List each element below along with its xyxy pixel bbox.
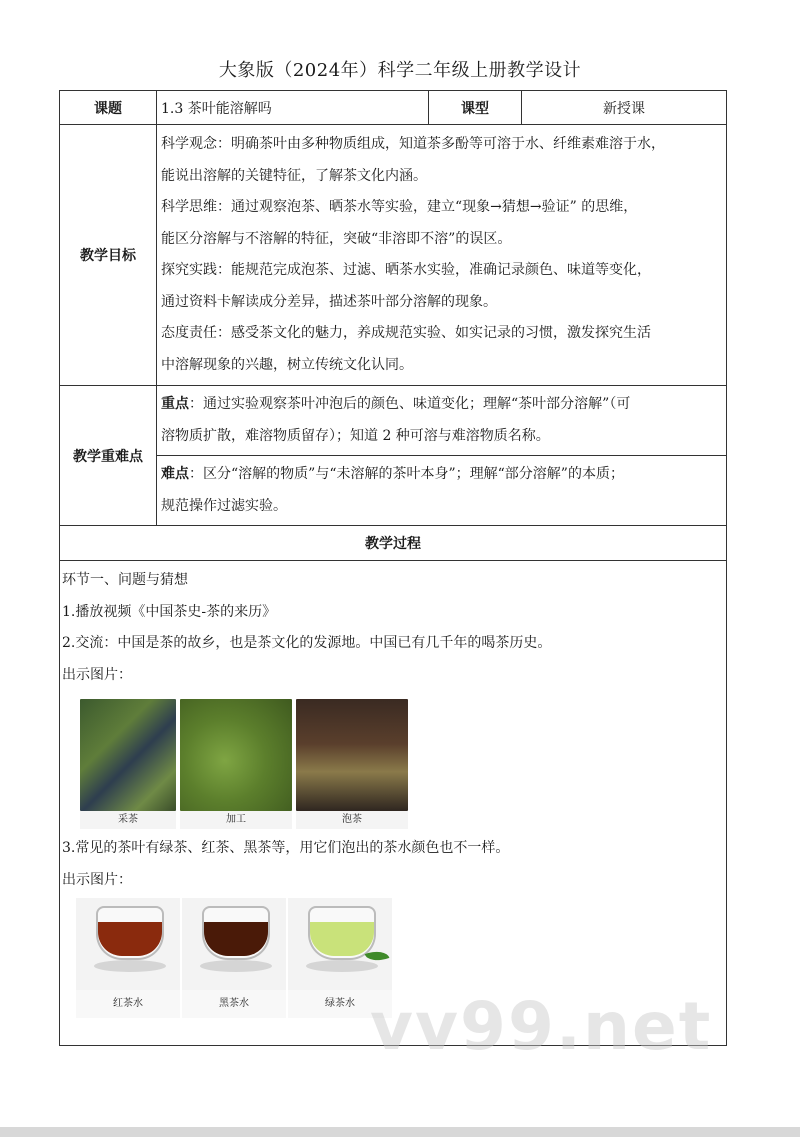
objective-line: 能区分溶解与不溶解的特征，突破“非溶即不溶”的误区。	[161, 230, 512, 247]
tea-red	[76, 898, 180, 1018]
process-heading: 教学过程	[60, 526, 727, 561]
step-3: 3.常见的茶叶有绿茶、红茶、黑茶等，用它们泡出的茶水颜色也不一样。	[62, 840, 510, 856]
key-points-row-difficulty	[60, 456, 727, 526]
photo-brewing	[296, 699, 408, 829]
topic-label: 课题	[60, 91, 157, 125]
photo-processing	[180, 699, 292, 829]
bottom-bar	[0, 1127, 800, 1137]
process-row	[60, 561, 727, 1046]
focus-content	[157, 386, 727, 456]
red-tea-cup-image	[76, 898, 180, 990]
type-value: 新授课	[522, 91, 727, 125]
topic-value: 1.3 茶叶能溶解吗	[157, 91, 429, 125]
difficulty-text-2: 规范操作过滤实验。	[161, 497, 287, 514]
harvest-image	[80, 699, 176, 811]
objective-line: 能说出溶解的关键特征，了解茶文化内涵。	[161, 167, 427, 184]
section-title: 环节一、问题与猜想	[62, 572, 188, 588]
watermark: vv99.net	[370, 988, 713, 1065]
objective-line: 中溶解现象的兴趣，树立传统文化认同。	[161, 356, 413, 373]
lesson-plan-table	[59, 90, 727, 1046]
objective-line: 科学观念：明确茶叶由多种物质组成，知道茶多酚等可溶于水、纤维素难溶于水，	[161, 136, 665, 152]
step-2: 2.交流：中国是茶的故乡，也是茶文化的发源地。中国已有几千年的喝茶历史。	[62, 635, 552, 651]
photo-caption: 加工	[180, 811, 292, 829]
step-1: 1.播放视频《中国茶史-茶的来历》	[62, 603, 277, 620]
key-points-row-focus	[60, 386, 727, 456]
difficulty-content	[157, 456, 727, 526]
photo-caption: 泡茶	[296, 811, 408, 829]
tea-caption: 红茶水	[76, 990, 180, 1018]
difficulty-text: ：区分“溶解的物质”与“未溶解的茶叶本身”；理解“部分溶解”的本质；	[189, 466, 624, 482]
objectives-content	[157, 125, 727, 386]
topic-row	[60, 91, 727, 125]
tea-caption: 黑茶水	[182, 990, 286, 1018]
tea-history-photos	[80, 699, 724, 829]
objectives-label: 教学目标	[60, 125, 157, 386]
show-image-label: 出示图片：	[62, 666, 132, 683]
show-image-label-2: 出示图片：	[62, 871, 132, 888]
process-heading-row	[60, 526, 727, 561]
focus-text-2: 溶物质扩散，难溶物质留存）；知道 2 种可溶与难溶物质名称。	[161, 427, 550, 444]
green-tea-cup-image	[288, 898, 392, 990]
black-tea-cup-image	[182, 898, 286, 990]
type-label: 课型	[429, 91, 522, 125]
objective-line: 探究实践：能规范完成泡茶、过滤、晒茶水实验，准确记录颜色、味道等变化，	[161, 262, 651, 278]
objective-line: 科学思维：通过观察泡茶、晒茶水等实验，建立“现象→猜想→验证” 的思维，	[161, 199, 638, 215]
brewing-image	[296, 699, 408, 811]
key-points-label: 教学重难点	[60, 386, 157, 526]
photo-caption: 采茶	[80, 811, 176, 829]
objective-line: 通过资料卡解读成分差异，描述茶叶部分溶解的现象。	[161, 293, 497, 310]
processing-image	[180, 699, 292, 811]
page-title: 大象版（2024年）科学二年级上册教学设计	[218, 60, 582, 81]
tea-black	[182, 898, 286, 1018]
focus-tag: 重点	[161, 396, 189, 412]
photo-harvest	[80, 699, 176, 829]
focus-text: ：通过实验观察茶叶冲泡后的颜色、味道变化；理解“茶叶部分溶解”（可	[189, 396, 631, 412]
objectives-row	[60, 125, 727, 386]
process-content	[60, 561, 727, 1046]
objective-line: 态度责任：感受茶文化的魅力，养成规范实验、如实记录的习惯，激发探究生活	[161, 325, 651, 341]
difficulty-tag: 难点	[161, 466, 189, 482]
tea-caption: 绿茶水	[288, 990, 392, 1018]
